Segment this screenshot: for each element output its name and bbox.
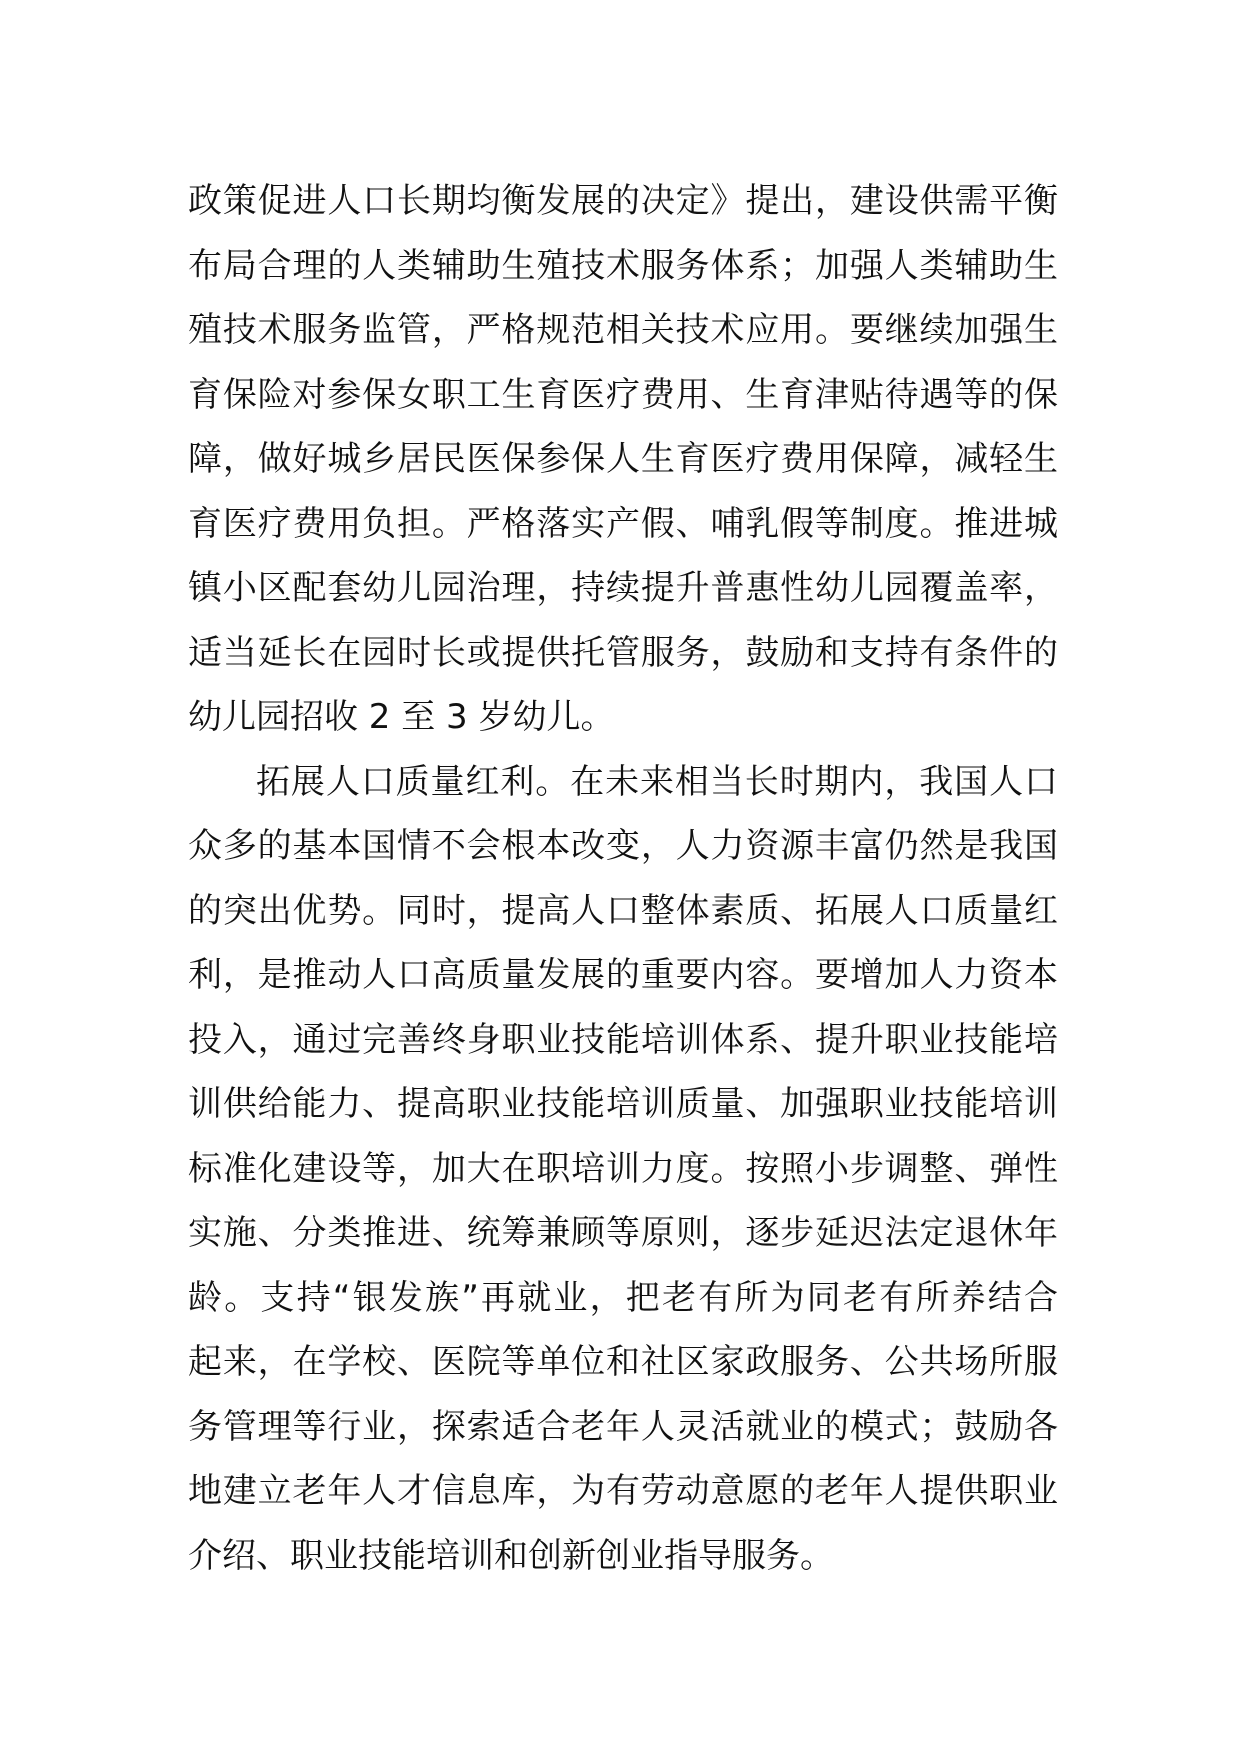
text-line: 育医疗费用负担。严格落实产假、哺乳假等制度。推进城 [188,503,1058,544]
text-line: 投入，通过完善终身职业技能培训体系、提升职业技能培 [188,1019,1058,1060]
text-line: 布局合理的人类辅助生殖技术服务体系；加强人类辅助生 [188,245,1058,286]
text-line: 幼儿园招收 2 至 3 岁幼儿。 [188,697,615,737]
text-line: 地建立老年人才信息库，为有劳动意愿的老年人提供职业 [188,1471,1058,1511]
text-line: 起来，在学校、医院等单位和社区家政服务、公共场所服 [188,1342,1058,1382]
text-line: 镇小区配套幼儿园治理，持续提升普惠性幼儿园覆盖率， [188,568,1058,608]
text-line: 殖技术服务监管，严格规范相关技术应用。要继续加强生 [188,310,1058,350]
text-line: 标准化建设等，加大在职培训力度。按照小步调整、弹性 [188,1148,1058,1189]
text-line: 务管理等行业，探索适合老年人灵活就业的模式；鼓励各 [188,1406,1058,1447]
text-line: 障，做好城乡居民医保参保人生育医疗费用保障，减轻生 [188,439,1058,479]
text-line: 龄。支持“银发族”再就业，把老有所为同老有所养结合 [188,1277,1058,1318]
text-line: 训供给能力、提高职业技能培训质量、加强职业技能培训 [188,1084,1058,1124]
text-line: 适当延长在园时长或提供托管服务，鼓励和支持有条件的 [188,632,1058,673]
text-line: 的突出优势。同时，提高人口整体素质、拓展人口质量红 [188,890,1058,931]
body-text [188,169,1058,1588]
text-line: 拓展人口质量红利。在未来相当长时期内，我国人口 [256,761,1058,802]
paragraph-1 [188,169,1058,750]
text-line: 众多的基本国情不会根本改变，人力资源丰富仍然是我国 [188,826,1058,866]
paragraph-2 [188,750,1058,1589]
text-line: 介绍、职业技能培训和创新创业指导服务。 [188,1535,834,1576]
text-line: 育保险对参保女职工生育医疗费用、生育津贴待遇等的保 [188,374,1058,415]
text-line: 实施、分类推进、统筹兼顾等原则，逐步延迟法定退休年 [188,1213,1058,1253]
text-line: 政策促进人口长期均衡发展的决定》提出，建设供需平衡 [188,181,1058,221]
text-line: 利，是推动人口高质量发展的重要内容。要增加人力资本 [188,955,1058,995]
